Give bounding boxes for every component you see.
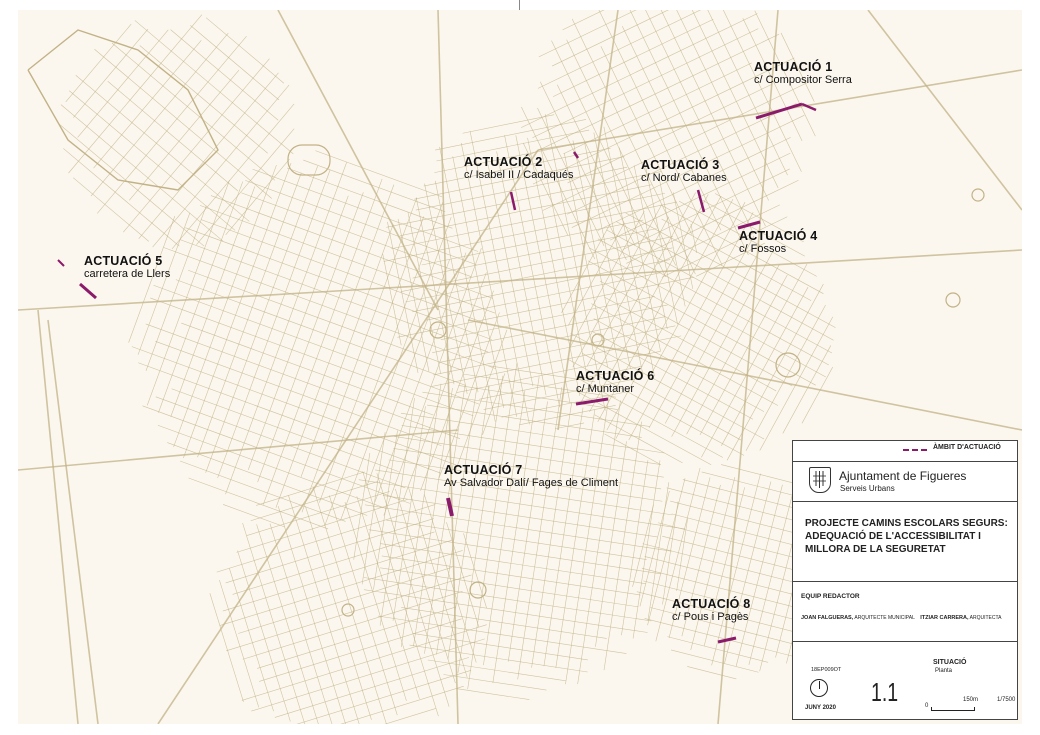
team-member-name: ITZIAR CARRERA, <box>920 615 969 621</box>
segment-actuacio-3 <box>698 190 704 212</box>
team-member-role: ARQUITECTE MUNICIPAL <box>854 615 915 621</box>
label-title: ACTUACIÓ 2 <box>464 155 543 169</box>
label-actuacio-8 <box>672 597 750 624</box>
label-actuacio-2 <box>464 155 573 182</box>
label-street: c/ Compositor Serra <box>754 74 852 87</box>
label-actuacio-3 <box>641 158 727 185</box>
team-members <box>801 615 1002 621</box>
scale-bar <box>931 707 975 711</box>
divider <box>793 581 1017 582</box>
scale-ratio: 1/7500 <box>997 697 1016 703</box>
label-title: ACTUACIÓ 3 <box>641 158 720 172</box>
label-street: c/ Muntaner <box>576 383 635 396</box>
sheet-title: SITUACIÓ <box>933 659 967 666</box>
label-street: carretera de Llers <box>84 268 171 281</box>
divider <box>793 501 1017 502</box>
segment-actuacio-4 <box>738 222 760 228</box>
team-member-name: JOAN FALGUERAS, <box>801 615 854 621</box>
label-actuacio-1 <box>754 60 852 87</box>
label-street: Av Salvador Dalí/ Fages de Climent <box>444 477 619 490</box>
segment-actuacio-2b <box>574 152 578 158</box>
legend-swatch <box>903 449 927 451</box>
segment-actuacio-1 <box>756 104 802 118</box>
segment-actuacio-8 <box>718 638 736 642</box>
project-code: 18EP009OT <box>811 667 842 673</box>
label-street: c/ Pous i Pagès <box>672 611 749 624</box>
north-arrow-icon <box>810 679 828 697</box>
segment-actuacio-2 <box>511 192 515 210</box>
label-street: c/ Isabel II / Cadaqués <box>464 169 574 182</box>
segment-actuacio-6 <box>576 399 608 404</box>
organization-department: Serveis Urbans <box>840 484 895 493</box>
label-actuacio-4 <box>739 229 817 256</box>
scale-zero: 0 <box>925 703 929 709</box>
label-title: ACTUACIÓ 7 <box>444 463 523 477</box>
label-title: ACTUACIÓ 4 <box>739 229 818 243</box>
issue-date: JUNY 2020 <box>805 705 836 711</box>
team-member-role: ARQUITECTA <box>969 615 1002 621</box>
label-street: c/ Nord/ Cabanes <box>641 172 727 185</box>
city-seal-icon <box>809 467 831 493</box>
project-title <box>805 517 1008 556</box>
project-title-line: MILLORA DE LA SEGURETAT <box>805 544 946 555</box>
label-title: ACTUACIÓ 5 <box>84 254 163 268</box>
divider <box>793 461 1017 462</box>
label-title: ACTUACIÓ 8 <box>672 597 751 611</box>
segment-actuacio-7 <box>448 498 452 516</box>
label-actuacio-5 <box>84 254 170 281</box>
label-actuacio-7 <box>444 463 618 490</box>
label-title: ACTUACIÓ 6 <box>576 369 655 383</box>
sheet-number: 1.1 <box>871 677 899 707</box>
segment-actuacio-5b <box>58 260 64 266</box>
organization-name: Ajuntament de Figueres <box>839 469 967 483</box>
segment-actuacio-5 <box>80 284 96 298</box>
legend-label: ÀMBIT D'ACTUACIÓ <box>933 444 1001 451</box>
label-street: c/ Fossos <box>739 243 787 256</box>
team-title: EQUIP REDACTOR <box>801 593 860 600</box>
sheet-subtitle: Planta <box>935 668 953 674</box>
project-title-line: PROJECTE CAMINS ESCOLARS SEGURS: <box>805 518 1008 529</box>
label-actuacio-6 <box>576 369 654 396</box>
title-block <box>792 440 1018 720</box>
scale-distance: 150m <box>963 697 979 703</box>
divider <box>793 641 1017 642</box>
label-title: ACTUACIÓ 1 <box>754 60 833 74</box>
segment-actuacio-1b <box>802 104 816 110</box>
project-title-line: ADEQUACIÓ DE L'ACCESSIBILITAT I <box>805 531 981 542</box>
